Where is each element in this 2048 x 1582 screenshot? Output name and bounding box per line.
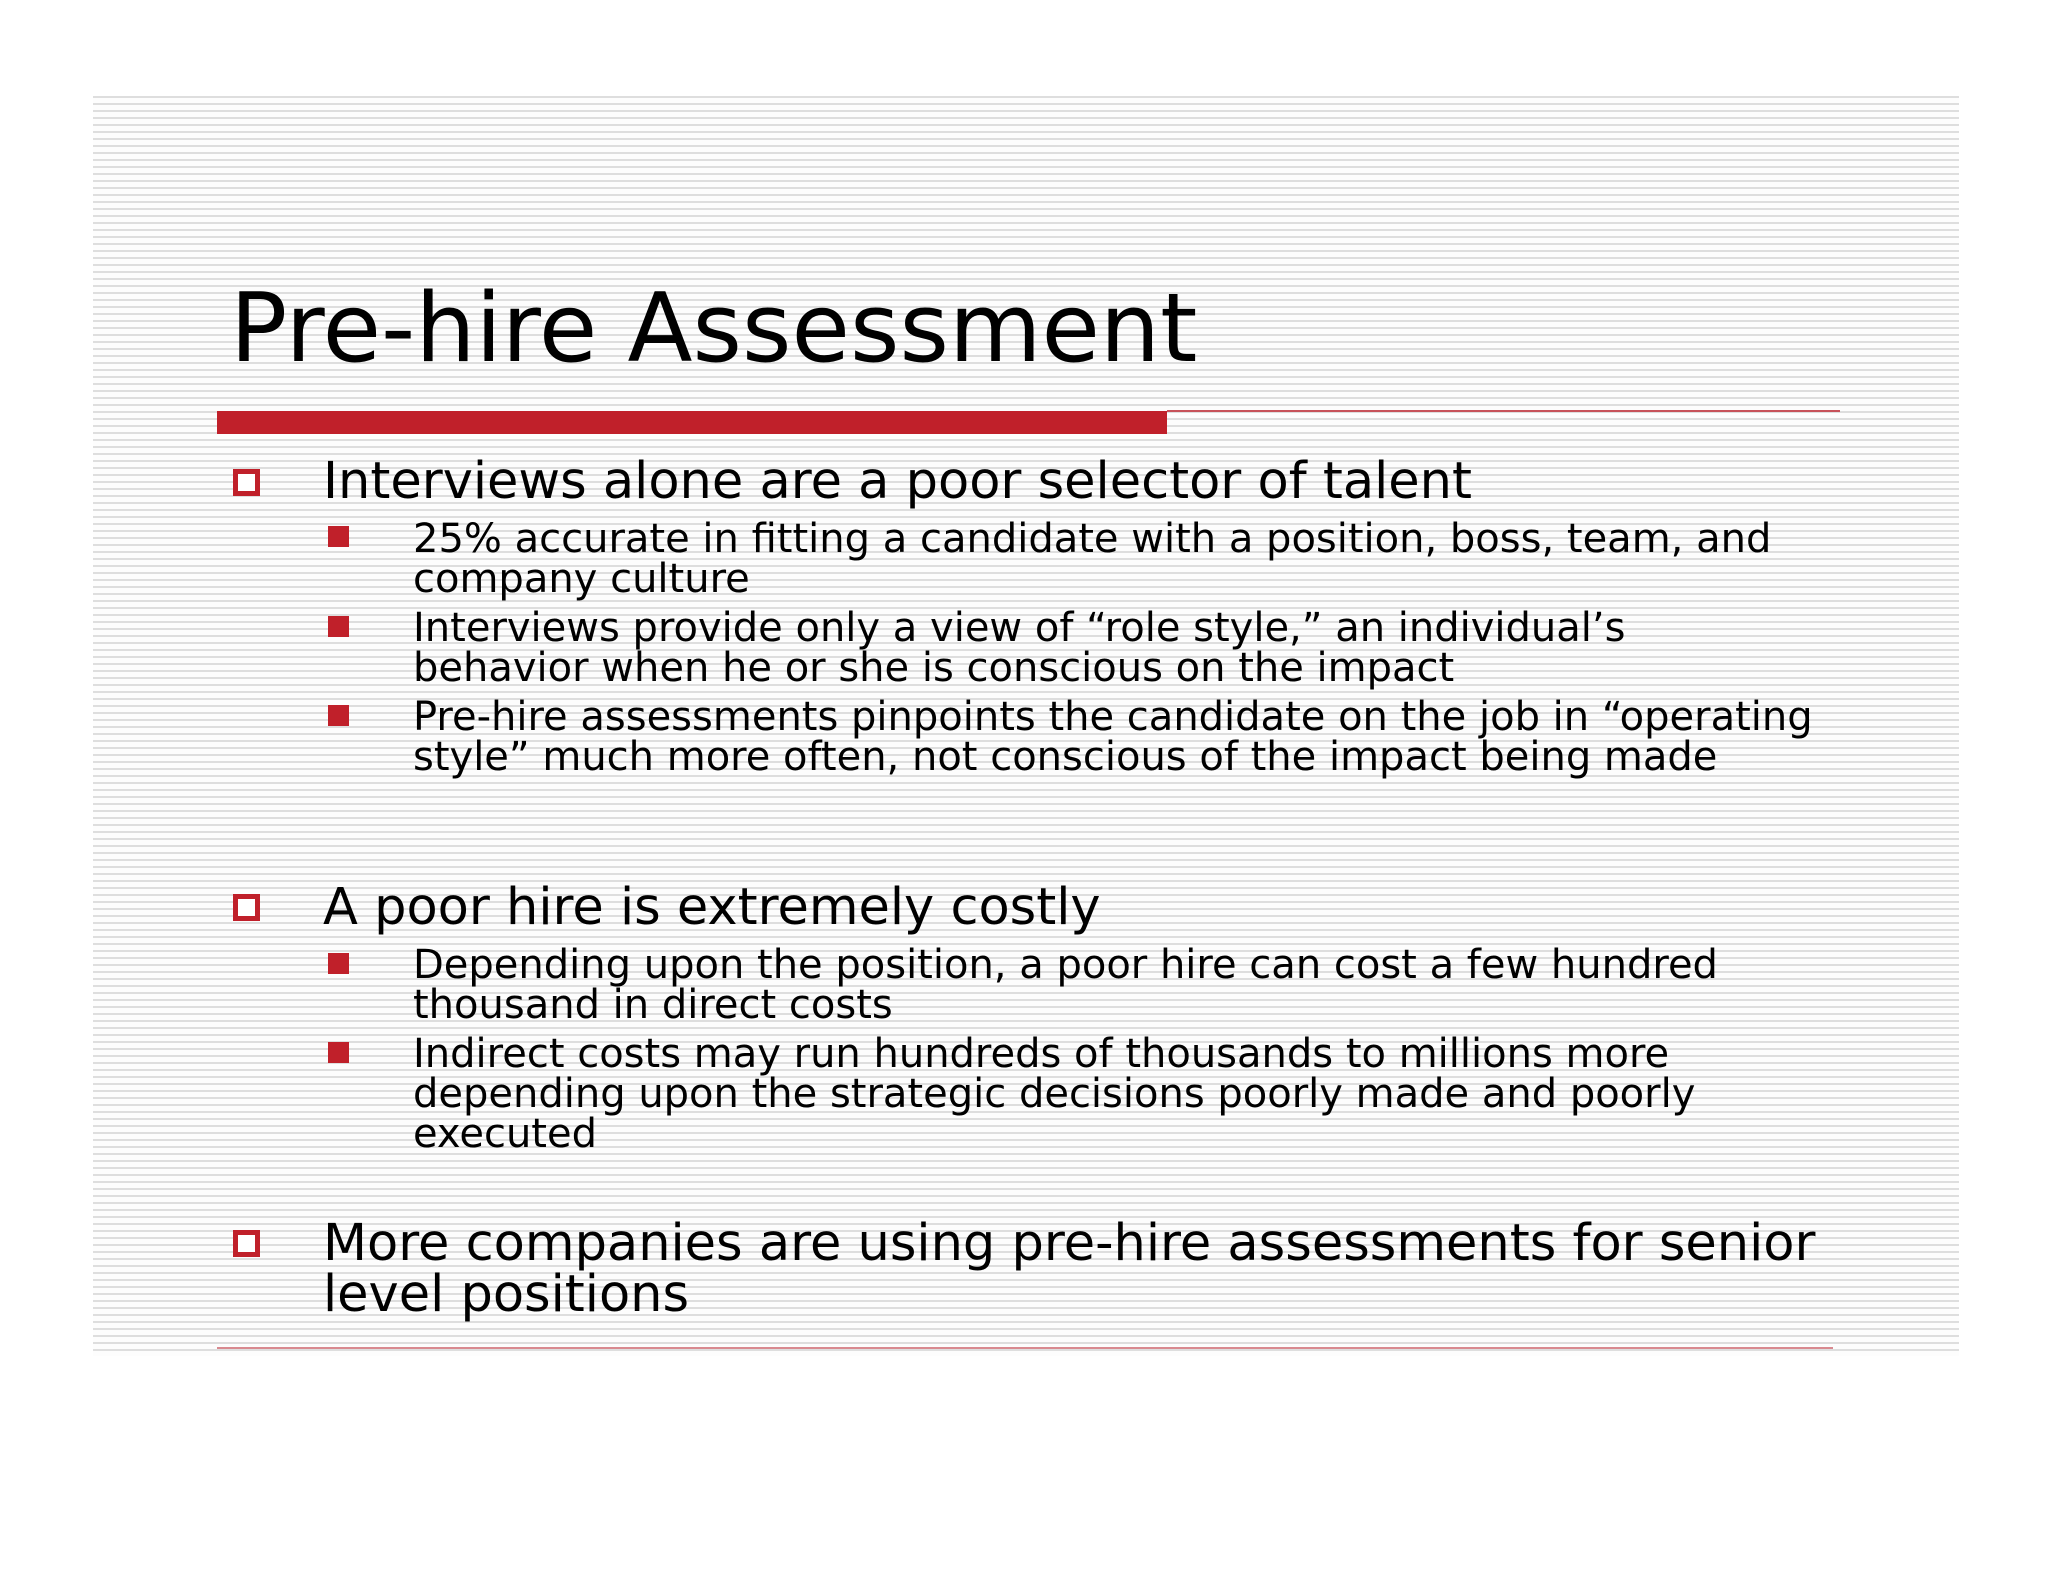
bullet-2-text: A poor hire is extremely costly <box>323 878 1101 937</box>
bullet-1-sub-2-text: Interviews provide only a view of “role style,” an individual’s behavior when he or she is conscious on the impact <box>413 605 1626 691</box>
bullet-1-sub-3-text: Pre-hire assessments pinpoints the candidate on the job in “operating style” much more often, not conscious of the impact being made <box>413 694 1813 780</box>
filled-square-bullet-icon <box>328 953 349 974</box>
bullet-1-text: Interviews alone are a poor selector of talent <box>323 452 1472 511</box>
filled-square-bullet-icon <box>328 616 349 637</box>
hollow-square-bullet-icon <box>233 469 260 496</box>
hollow-square-bullet-icon <box>233 894 260 921</box>
filled-square-bullet-icon <box>328 1042 349 1063</box>
bullet-1-sub-1-text: 25% accurate in fitting a candidate with a position, boss, team, and company culture <box>413 516 1772 602</box>
bottom-divider <box>217 1347 1833 1349</box>
title-underline-thick <box>217 411 1167 434</box>
bullet-2-sub-1-text: Depending upon the position, a poor hire can cost a few hundred thousand in direct costs <box>413 942 1718 1028</box>
slide-title: Pre-hire Assessment <box>230 274 1198 384</box>
title-underline-thin <box>1167 410 1840 412</box>
bullet-3-text: More companies are using pre-hire assessments for senior level positions <box>323 1214 1816 1324</box>
filled-square-bullet-icon <box>328 526 349 547</box>
bullet-2-sub-2-text: Indirect costs may run hundreds of thousands to millions more depending upon the strategic decisions poorly made and poorly executed <box>413 1031 1696 1157</box>
hollow-square-bullet-icon <box>233 1230 260 1257</box>
filled-square-bullet-icon <box>328 705 349 726</box>
